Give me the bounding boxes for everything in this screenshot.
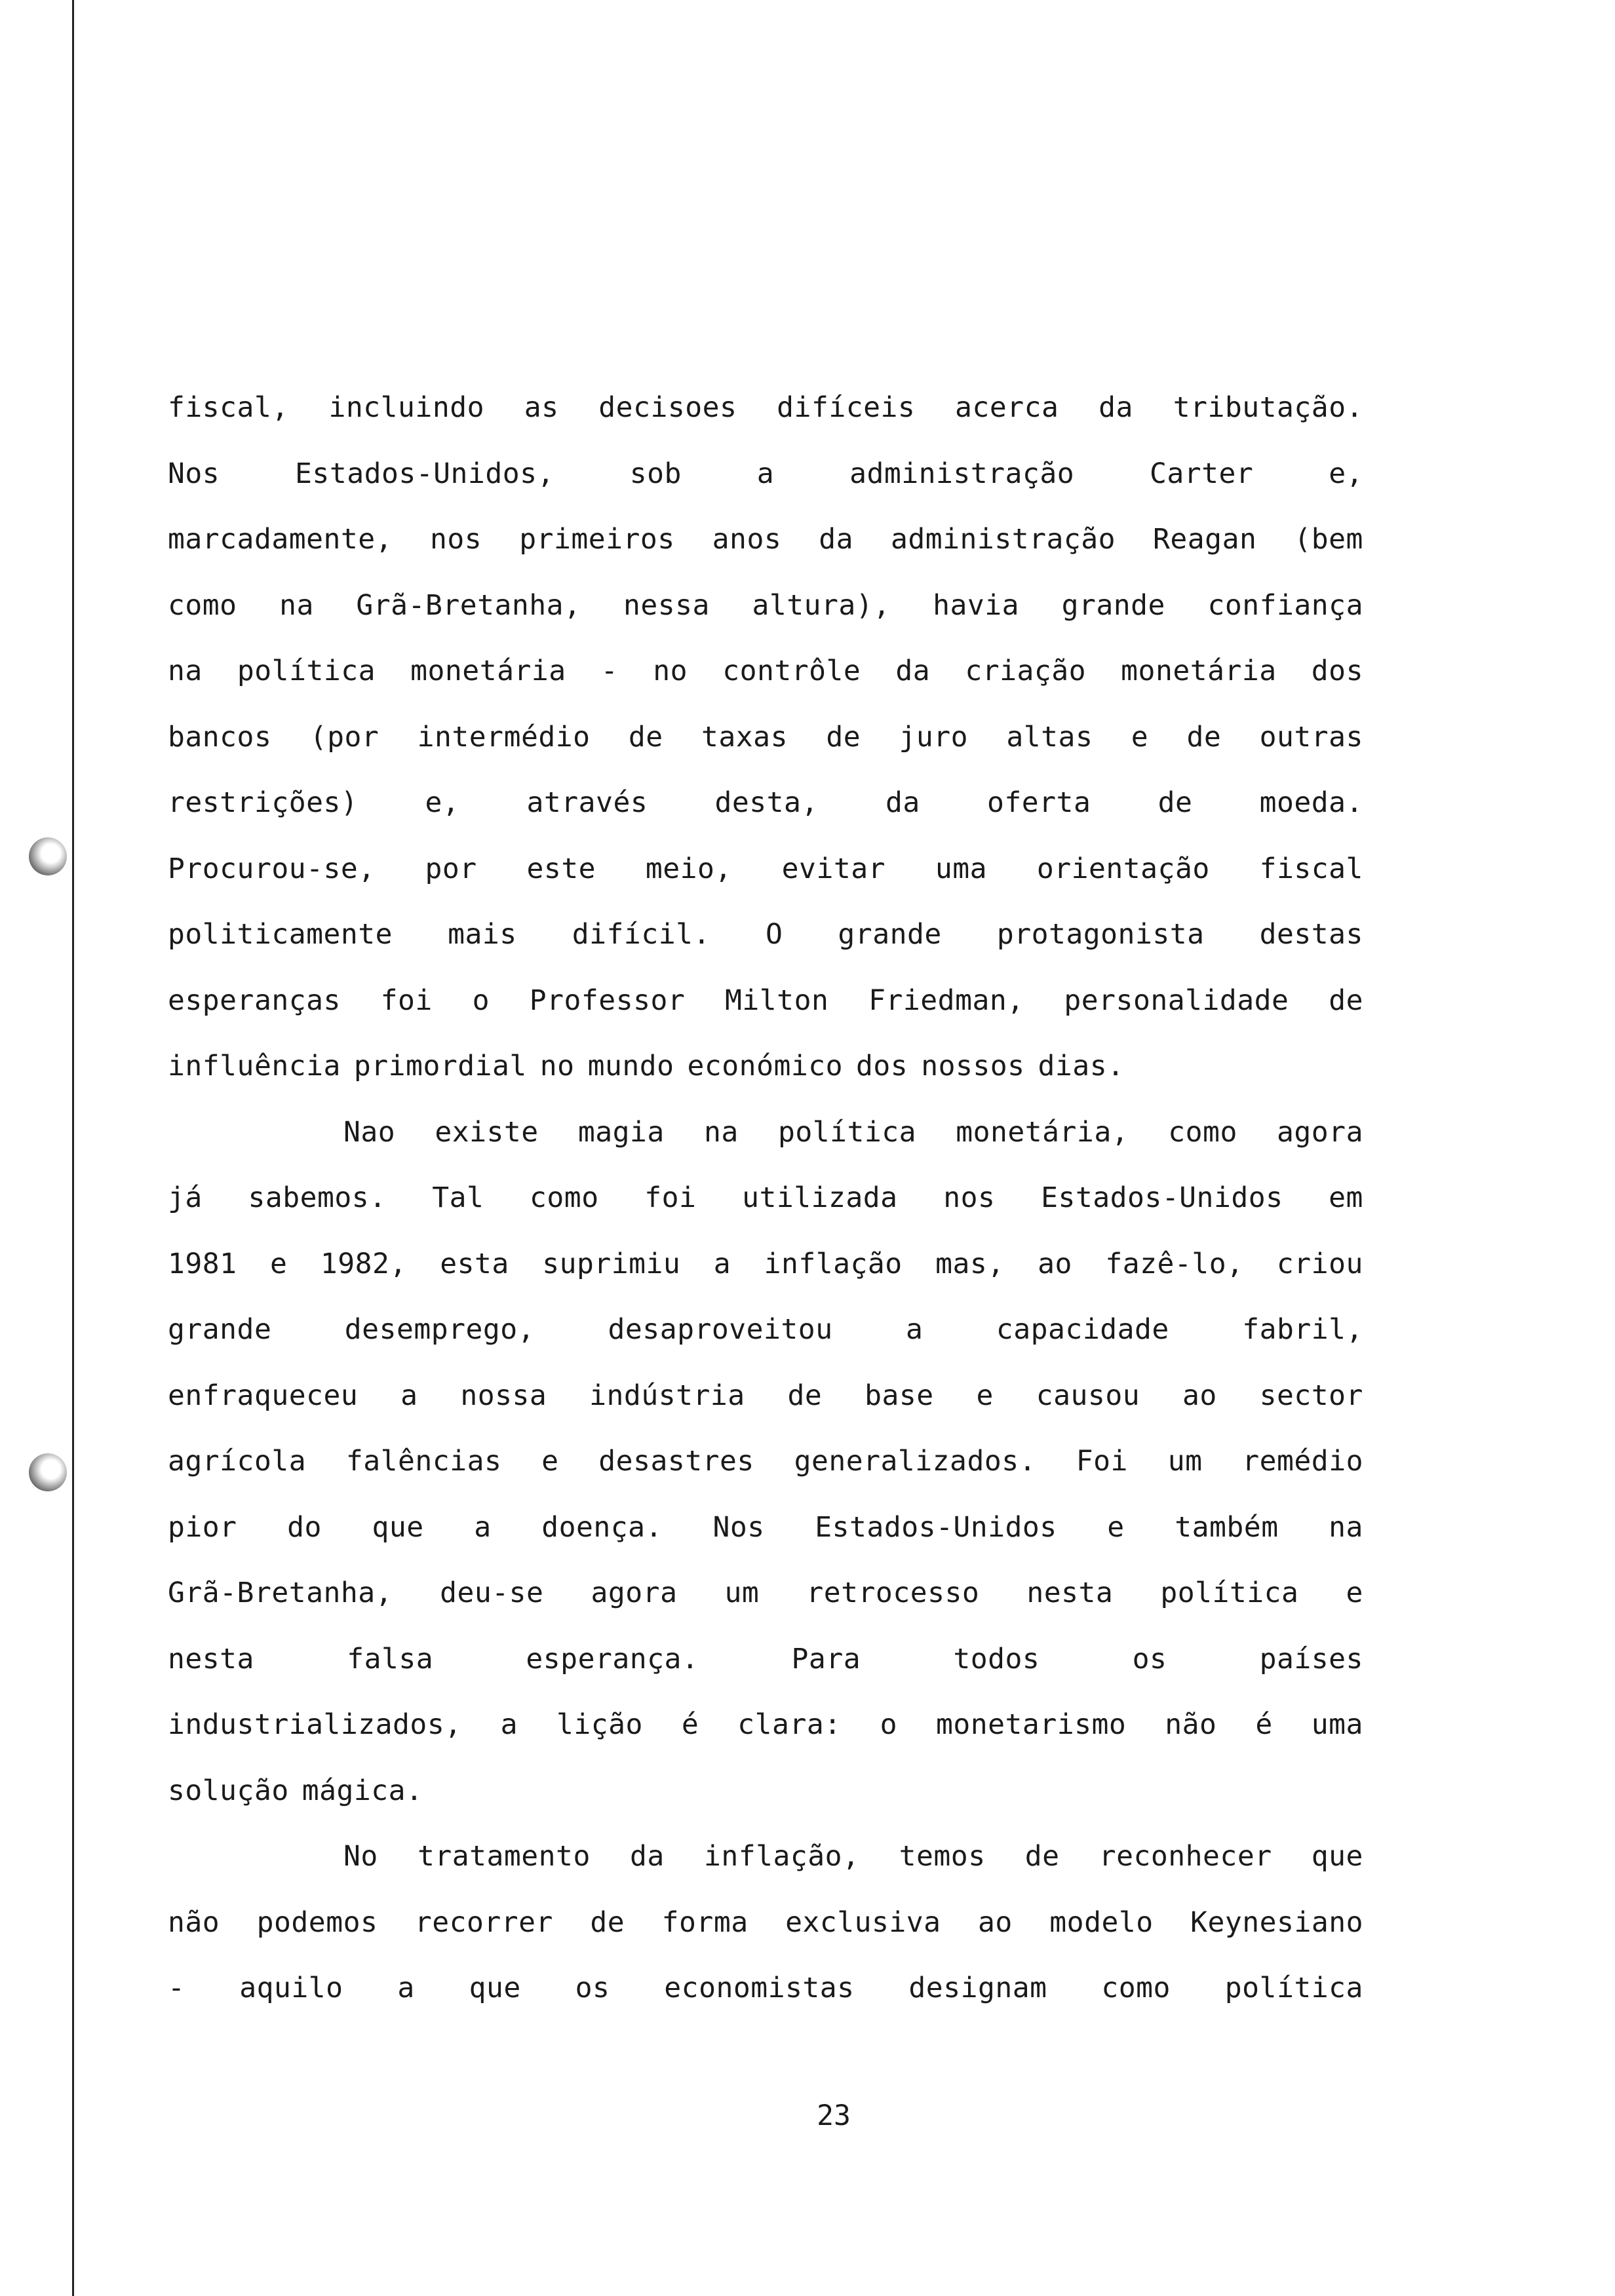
word: a (713, 1247, 731, 1280)
word: de (628, 720, 663, 754)
word: Carter (1149, 457, 1254, 490)
word: e (541, 1445, 559, 1478)
word: lição (556, 1708, 643, 1741)
word: fabril, (1242, 1313, 1363, 1346)
word: desemprego, (344, 1313, 535, 1346)
word: da (885, 786, 920, 819)
word: designam (908, 1972, 1047, 2004)
word: agrícola (168, 1445, 307, 1478)
word: causou (1036, 1379, 1140, 1412)
word: taxas (701, 720, 788, 754)
word: Tal (432, 1181, 484, 1214)
word: temos (899, 1840, 986, 1873)
word: um (1167, 1445, 1203, 1478)
punch-hole (29, 1453, 67, 1491)
word: e (1107, 1510, 1125, 1544)
text-line (168, 1165, 1363, 1231)
word: contrôle (722, 655, 861, 687)
word: que (1311, 1840, 1363, 1873)
word: nos (943, 1181, 996, 1214)
word: nesta (1026, 1577, 1114, 1609)
word: dos (1311, 655, 1363, 687)
word: decisoes (598, 391, 737, 424)
word: deu-se (440, 1577, 544, 1609)
word: Milton (725, 984, 829, 1017)
word: exclusiva (785, 1905, 941, 1939)
word: ao (978, 1905, 1013, 1939)
word: monetária (1121, 655, 1277, 687)
word: nesta (168, 1642, 254, 1675)
word: grande (168, 1313, 272, 1346)
word: é (1255, 1708, 1273, 1741)
text-line (168, 1100, 1363, 1166)
word: altura), (752, 588, 891, 622)
word: o (880, 1708, 897, 1741)
word: a (756, 457, 775, 490)
word: solução (168, 1774, 289, 1807)
word: marcadamente, (168, 523, 393, 556)
word: base (865, 1379, 934, 1412)
word: enfraqueceu (168, 1379, 359, 1412)
word: nossa (460, 1379, 547, 1412)
word: no (539, 1050, 575, 1082)
text-line (168, 1955, 1363, 2021)
word: meio, (645, 852, 732, 885)
word: política (777, 1115, 917, 1149)
word: sector (1259, 1379, 1363, 1412)
word: uma (1311, 1708, 1363, 1741)
word: falências (345, 1445, 502, 1478)
word: foi (644, 1181, 697, 1214)
word: nos (430, 523, 482, 556)
word: anos (712, 523, 782, 556)
word: esta (440, 1247, 509, 1280)
word: através (526, 786, 648, 819)
word: fiscal (1259, 852, 1363, 885)
word: Procurou-se, (168, 852, 376, 885)
word: ao (1038, 1247, 1072, 1280)
word: um (724, 1577, 760, 1609)
word: é (681, 1708, 699, 1741)
word: monetária, (956, 1115, 1129, 1149)
word: este (526, 852, 596, 885)
word: já (168, 1181, 203, 1214)
word: protagonista (996, 918, 1205, 951)
word: Estados-Unidos (1041, 1181, 1283, 1214)
word: pior (168, 1510, 237, 1544)
word: altas (1006, 720, 1093, 754)
word: evitar (781, 852, 886, 885)
text-line (168, 968, 1363, 1034)
text-line (168, 1297, 1363, 1363)
word: Grã-Bretanha, (356, 588, 581, 622)
word: a (906, 1313, 924, 1346)
word: foi (380, 984, 433, 1017)
word: monetarismo (935, 1708, 1127, 1741)
word: e (270, 1247, 288, 1280)
text-line (168, 638, 1363, 704)
word: podemos (256, 1905, 378, 1939)
word: na (279, 588, 314, 622)
word: como (530, 1181, 599, 1214)
word: e (1131, 720, 1149, 754)
word: administração (890, 523, 1116, 556)
word: desastres (598, 1445, 754, 1478)
word: falsa (347, 1642, 434, 1675)
word: capacidade (996, 1313, 1169, 1346)
word: Estados-Unidos (815, 1510, 1057, 1544)
word: inflação, (703, 1840, 860, 1873)
word: juro (899, 720, 969, 754)
text-line (168, 770, 1363, 836)
word: difíceis (777, 391, 916, 424)
word: (bem (1294, 523, 1363, 556)
word: primeiros (519, 523, 675, 556)
text-line (168, 836, 1363, 902)
word: magia (577, 1115, 665, 1149)
word: sabemos. (248, 1181, 387, 1214)
word: bancos (168, 720, 272, 754)
word: de (1329, 984, 1363, 1017)
word: existe (435, 1115, 539, 1149)
word: sob (629, 457, 682, 490)
word: Grã-Bretanha, (168, 1577, 393, 1609)
word: desaproveitou (608, 1313, 833, 1346)
word: ao (1182, 1379, 1217, 1412)
word: de (1158, 786, 1193, 819)
word: Estados-Unidos, (295, 457, 555, 490)
word: destas (1259, 918, 1363, 951)
text-line (168, 902, 1363, 968)
word: utilizada (742, 1181, 898, 1214)
word: de (590, 1905, 625, 1939)
word: fiscal, (168, 391, 289, 424)
word: remédio (1242, 1445, 1363, 1478)
word: e (1346, 1577, 1363, 1609)
text-line (168, 1692, 1363, 1758)
word: como (168, 588, 237, 622)
word: clara: (737, 1708, 842, 1741)
word: economistas (664, 1972, 855, 2004)
word: que (372, 1510, 424, 1544)
word: oferta (987, 786, 1091, 819)
text-line (168, 1428, 1363, 1495)
word: na (168, 655, 203, 687)
word: em (1329, 1181, 1363, 1214)
word: países (1259, 1642, 1363, 1675)
word: Reagan (1153, 523, 1257, 556)
word: agora (1277, 1115, 1363, 1149)
word: criação (965, 655, 1087, 687)
word: moeda. (1259, 786, 1363, 819)
word: as (524, 391, 559, 424)
word: No (343, 1840, 378, 1873)
word: da (1099, 391, 1133, 424)
text-line (168, 1824, 1363, 1890)
word: grande (838, 918, 942, 951)
word: restrições) (168, 786, 359, 819)
word: industrializados, (168, 1708, 462, 1741)
word: modelo (1049, 1905, 1154, 1939)
word: havia (933, 588, 1020, 622)
word: Friedman, (868, 984, 1024, 1017)
word: Nos (168, 457, 220, 490)
word: O (765, 918, 783, 951)
word: do (287, 1510, 322, 1544)
word: personalidade (1064, 984, 1289, 1017)
word: mágica. (302, 1774, 423, 1807)
word: doença. (541, 1510, 663, 1544)
word: a (474, 1510, 492, 1544)
word: como (1101, 1972, 1171, 2004)
text-line (168, 1495, 1363, 1561)
word: e, (425, 786, 460, 819)
word: o (472, 984, 490, 1017)
word: política (1160, 1577, 1299, 1609)
word: dias. (1038, 1050, 1125, 1082)
word: e (976, 1379, 994, 1412)
text-line (168, 375, 1363, 441)
text-line (168, 1560, 1363, 1626)
word: - (168, 1972, 185, 2004)
word: primordial (353, 1050, 527, 1082)
word: reconhecer (1099, 1840, 1272, 1873)
word: Keynesiano (1190, 1905, 1363, 1939)
binding-margin-line (72, 0, 74, 2296)
word: 1981 (168, 1247, 237, 1280)
word: de (1186, 720, 1222, 754)
word: outras (1259, 720, 1363, 754)
word: nessa (623, 588, 710, 622)
word: política (1224, 1972, 1363, 2004)
word: económico (687, 1050, 844, 1082)
page-number: 23 (817, 2099, 851, 2132)
word: os (575, 1972, 610, 2004)
text-line (168, 1033, 1363, 1100)
word: de (787, 1379, 823, 1412)
word: uma (935, 852, 988, 885)
text-line (168, 1890, 1363, 1956)
word: não (168, 1905, 220, 1939)
word: agora (591, 1577, 678, 1609)
word: administração (849, 457, 1075, 490)
text-line (168, 1363, 1363, 1429)
word: Para (791, 1642, 861, 1675)
text-line (168, 441, 1363, 507)
word: confiança (1207, 588, 1363, 622)
word: todos (953, 1642, 1040, 1675)
word: no (653, 655, 688, 687)
word: a (397, 1972, 415, 2004)
text-line (168, 573, 1363, 639)
word: politicamente (168, 918, 393, 951)
word: recorrer (414, 1905, 553, 1939)
word: Foi (1076, 1445, 1128, 1478)
word: criou (1276, 1247, 1363, 1280)
word: desta, (714, 786, 819, 819)
text-line (168, 507, 1363, 573)
word: 1982, (320, 1247, 407, 1280)
word: na (1329, 1510, 1363, 1544)
word: tratamento (417, 1840, 591, 1873)
word: na (703, 1115, 739, 1149)
word: indústria (589, 1379, 745, 1412)
word: esperanças (168, 984, 341, 1017)
word: aquilo (239, 1972, 343, 2004)
word: grande (1061, 588, 1165, 622)
punch-hole (29, 837, 67, 875)
word: nossos (921, 1050, 1025, 1082)
word: suprimiu (542, 1247, 681, 1280)
word: Professor (529, 984, 686, 1017)
word: mundo (587, 1050, 674, 1082)
word: acerca (955, 391, 1059, 424)
text-line (168, 704, 1363, 771)
word: por (425, 852, 477, 885)
body-text (168, 375, 1363, 2021)
word: e, (1329, 457, 1363, 490)
word: fazê-lo, (1105, 1247, 1244, 1280)
word: a (500, 1708, 518, 1741)
word: tributação. (1173, 391, 1363, 424)
word: mais (448, 918, 517, 951)
word: da (895, 655, 931, 687)
text-line (168, 1758, 1363, 1824)
word: a (400, 1379, 418, 1412)
word: intermédio (417, 720, 591, 754)
word: de (826, 720, 861, 754)
word: Nao (343, 1115, 396, 1149)
word: monetária (410, 655, 566, 687)
word: (por (309, 720, 379, 754)
word: inflação (764, 1247, 903, 1280)
word: também (1175, 1510, 1279, 1544)
word: incluindo (328, 391, 484, 424)
word: os (1132, 1642, 1167, 1675)
word: política (237, 655, 376, 687)
word: Nos (712, 1510, 765, 1544)
word: da (630, 1840, 665, 1873)
word: retrocesso (806, 1577, 980, 1609)
text-line (168, 1231, 1363, 1297)
word: não (1165, 1708, 1217, 1741)
word: da (819, 523, 853, 556)
text-line (168, 1626, 1363, 1693)
word: esperança. (526, 1642, 699, 1675)
word: dos (856, 1050, 908, 1082)
word: de (1024, 1840, 1060, 1873)
word: forma (661, 1905, 749, 1939)
word: generalizados. (794, 1445, 1036, 1478)
word: mas, (935, 1247, 1005, 1280)
word: orientação (1036, 852, 1210, 885)
word: como (1168, 1115, 1237, 1149)
word: influência (168, 1050, 341, 1082)
word: - (600, 655, 619, 687)
word: difícil. (572, 918, 710, 951)
word: que (469, 1972, 521, 2004)
